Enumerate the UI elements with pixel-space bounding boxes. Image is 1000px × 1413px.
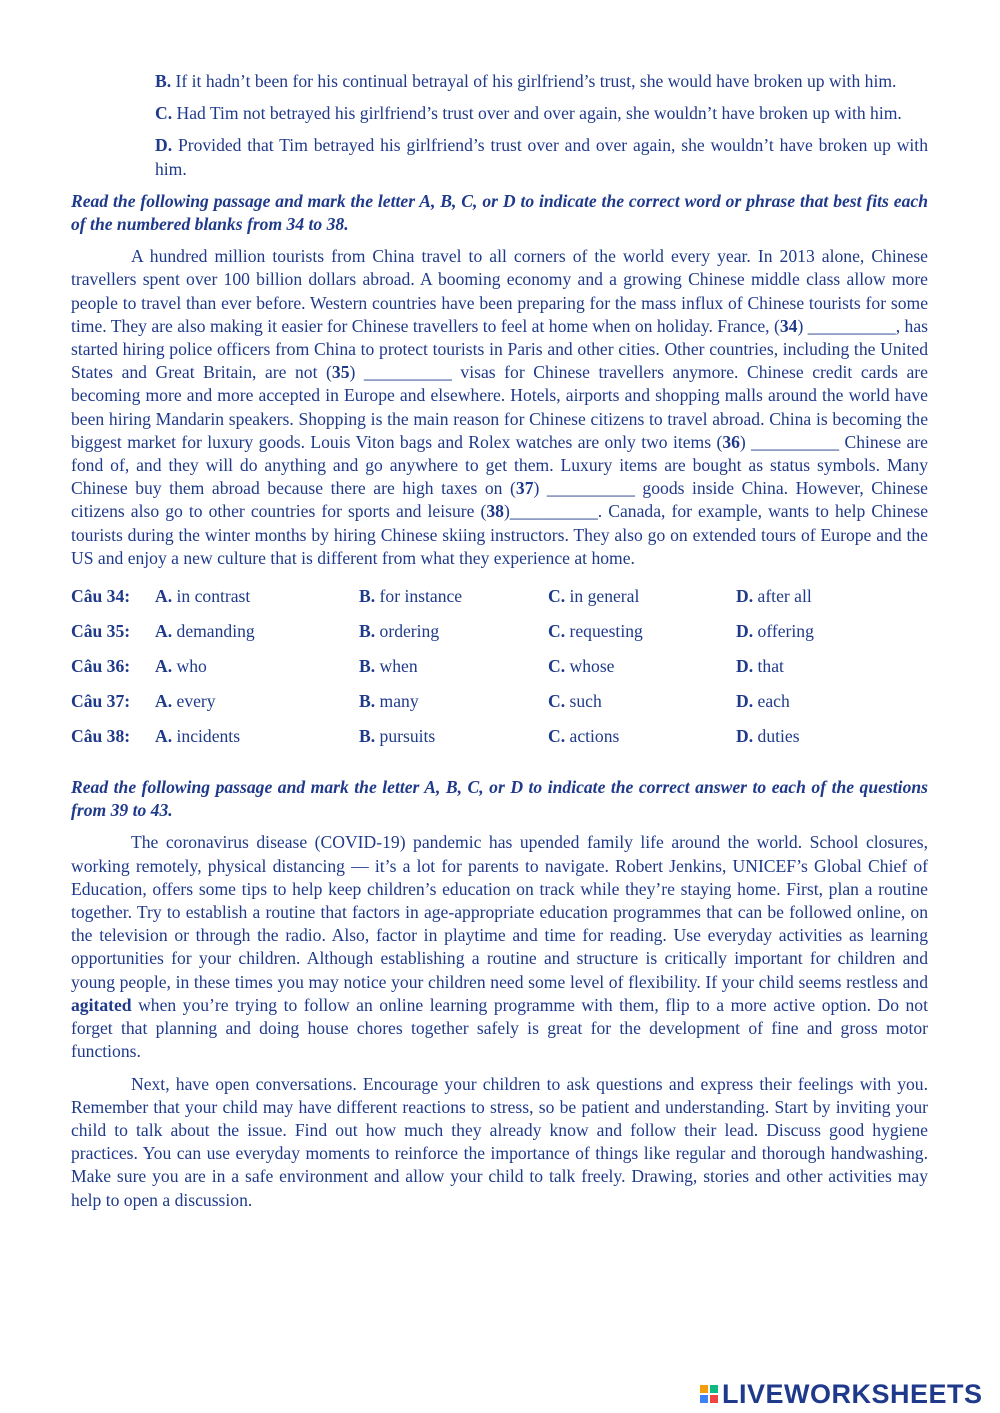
option-letter: D.: [736, 586, 754, 607]
answer-option-b[interactable]: [359, 684, 548, 719]
option-text: when: [379, 656, 418, 677]
option-letter: C.: [548, 656, 566, 677]
answer-option-b[interactable]: [359, 579, 548, 614]
question-label: Câu 34:: [71, 586, 131, 607]
logo-square: [700, 1395, 708, 1403]
option-text: If it hadn’t been for his continual betrayal of his girlfriend’s trust, she would have broken up with him.: [175, 71, 897, 91]
question-row: [71, 684, 926, 719]
blank-number-35: 35: [331, 362, 350, 383]
answer-option-d[interactable]: [736, 684, 926, 719]
answer-option-c[interactable]: [548, 579, 736, 614]
option-text: who: [176, 656, 207, 677]
option-text: whose: [569, 656, 615, 677]
option-letter: D.: [736, 656, 754, 677]
option-text: demanding: [176, 621, 255, 642]
answer-option-d[interactable]: [736, 649, 926, 684]
cloze-passage: [71, 245, 928, 570]
answer-option-b[interactable]: [359, 719, 548, 754]
paragraph-text: The coronavirus disease (COVID-19) pandemic has upended family life around the world. School closures, working remotely, physical distancing — it’s a lot for parents to navigate. Robert Jenkins, UNICEF’s Global Chief of Education, offers some tips to help keep children’s education on track while they’re staying home. First, plan a routine together. Try to establish a routine that factors in age-appropriate education programmes that can be followed online, on the television or through the radio. Also, factor in playtime and time for reading. Use everyday activities as learning opportunities for your children. Although establishing a routine and structure is critically important for children and young people, in these times you may notice your children need some level of flexibility. If your child seems restless and: [71, 832, 928, 992]
answer-option-c[interactable]: [548, 684, 736, 719]
answer-option-b[interactable]: [359, 649, 548, 684]
option-letter: B.: [359, 726, 376, 747]
answer-options-table: [71, 579, 926, 754]
prev-option-c: [155, 102, 928, 125]
option-text: pursuits: [379, 726, 436, 747]
question-label: Câu 36:: [71, 656, 131, 677]
worksheet-page: [71, 70, 928, 1212]
option-letter: D.: [155, 135, 173, 156]
option-letter: B.: [359, 691, 376, 712]
passage-text: ) __________ visas for Chinese travellers anymore. Chinese credit cards are becoming more and more accepted in Europe and elsewhere. Hotels, airports and shopping malls around the world have been hiring Mandarin speakers. Shopping is the main reason for Chinese citizens to travel abroad. China is becoming the biggest market for luxury goods. Louis Viton bags and Rolex watches are only two items (: [71, 362, 928, 452]
logo-square: [710, 1395, 718, 1403]
blank-number-38: 38: [486, 501, 504, 522]
question-row: [71, 614, 926, 649]
option-text: actions: [569, 726, 620, 747]
option-text: in general: [569, 586, 640, 607]
answer-option-d[interactable]: [736, 719, 926, 754]
answer-option-c[interactable]: [548, 719, 736, 754]
highlighted-word-agitated: agitated: [71, 994, 132, 1015]
option-letter: A.: [155, 691, 173, 712]
option-text: offering: [757, 621, 814, 642]
brand-name: LIVEWORKSHEETS: [722, 1378, 983, 1409]
question-row: [71, 719, 926, 754]
option-letter: D.: [736, 726, 754, 747]
reading-paragraph-2: Next, have open conversations. Encourage your children to ask questions and express their feelings with you. Remember that your child may have different reactions to stress, so be patient and understanding. Start by inviting your child to talk about the issue. Find out how much they already know and follow their lead. Discuss good hygiene practices. You can use everyday moments to reinforce the importance of things like regular and thorough handwashing. Make sure you are in a safe environment and allow your child to talk freely. Drawing, stories and other activities may help to open a discussion.: [71, 1073, 928, 1210]
blank-number-37: 37: [515, 478, 534, 499]
answer-option-a[interactable]: [155, 579, 359, 614]
question-row: [71, 579, 926, 614]
blank-number-34: 34: [779, 315, 798, 336]
option-letter: C.: [548, 586, 566, 607]
option-text: after all: [757, 586, 812, 607]
option-letter: B.: [155, 71, 172, 91]
option-letter: C.: [548, 691, 566, 712]
option-text: for instance: [379, 586, 463, 607]
passage-text: ) __________ goods inside China. However, Chinese citizens also go to other countries for sports and leisure (: [71, 478, 928, 522]
option-letter: C.: [548, 726, 566, 747]
option-text: many: [379, 691, 419, 712]
answer-option-a[interactable]: [155, 719, 359, 754]
answer-option-d[interactable]: [736, 579, 926, 614]
passage-text: A hundred million tourists from China travel to all corners of the world every year. In 2013 alone, Chinese travellers spent over 100 billion dollars abroad. A booming economy and a growing Chinese middle class allow more people to travel than ever before. Western countries have been preparing for the mass influx of Chinese tourists for some time. They are also making it easier for Chinese travellers to feel at home when on holiday. France, (: [71, 246, 928, 336]
question-label: Câu 35:: [71, 621, 131, 642]
option-text: every: [176, 691, 216, 712]
paragraph-text: when you’re trying to follow an online learning programme with them, flip to a more active option. Do not forget that planning and doing house chores together safely is great for the development of fine and gross motor functions.: [71, 994, 928, 1062]
answer-option-c[interactable]: [548, 614, 736, 649]
option-text: such: [569, 691, 602, 712]
passage-text: ) __________ Chinese are fond of, and they will do anything and go anywhere to get them. Luxury items are bought as status symbols. Many Chinese buy them abroad because there are high taxes on (: [71, 431, 928, 499]
passage-text: )__________. Canada, for example, wants to help Chinese tourists during the winter months by hiring Chinese skiing instructors. They also go on extended tours of Europe and the US and enjoy a new culture that is different from what they experience at home.: [71, 501, 928, 568]
answer-option-a[interactable]: [155, 649, 359, 684]
option-letter: A.: [155, 726, 173, 747]
option-letter: C.: [548, 621, 566, 642]
option-letter: D.: [736, 691, 754, 712]
prev-option-b: [155, 70, 928, 93]
answer-option-a[interactable]: [155, 684, 359, 719]
option-letter: B.: [359, 621, 376, 642]
option-text: each: [757, 691, 790, 712]
prev-option-d: [155, 134, 928, 180]
section2-instruction: Read the following passage and mark the letter A, B, C, or D to indicate the correct answer to each of the questions from 39 to 43.: [71, 777, 928, 821]
section1-instruction: Read the following passage and mark the letter A, B, C, or D to indicate the correct word or phrase that best fits each of the numbered blanks from 34 to 38.: [71, 190, 928, 235]
option-text: requesting: [569, 621, 643, 642]
option-text: in contrast: [176, 586, 251, 607]
logo-square: [700, 1385, 708, 1393]
blank-number-36: 36: [722, 431, 740, 452]
passage-text: ) __________, has started hiring police officers from China to protect tourists in Paris and other cities. Other countries, including the United States and Great Britain, are not (: [71, 315, 928, 383]
liveworksheets-footer: [700, 1378, 996, 1410]
question-label: Câu 37:: [71, 691, 131, 712]
answer-option-d[interactable]: [736, 614, 926, 649]
option-text: Provided that Tim betrayed his girlfriend’s trust over and over again, she wouldn’t have broken up with him.: [155, 135, 928, 179]
question-row: [71, 649, 926, 684]
option-letter: A.: [155, 586, 173, 607]
logo-square: [710, 1385, 718, 1393]
option-text: Had Tim not betrayed his girlfriend’s trust over and over again, she wouldn’t have broken up with him.: [176, 103, 902, 124]
answer-option-c[interactable]: [548, 649, 736, 684]
option-letter: C.: [155, 103, 173, 124]
option-text: duties: [757, 726, 800, 747]
reading-paragraph-1: [71, 831, 928, 1063]
answer-option-b[interactable]: [359, 614, 548, 649]
option-letter: B.: [359, 656, 376, 677]
option-letter: B.: [359, 586, 376, 607]
option-text: incidents: [176, 726, 241, 747]
question-label: Câu 38:: [71, 726, 131, 747]
option-letter: D.: [736, 621, 754, 642]
option-letter: A.: [155, 656, 173, 677]
option-text: that: [757, 656, 784, 677]
option-text: ordering: [379, 621, 440, 642]
option-letter: A.: [155, 621, 173, 642]
liveworksheets-logo-icon: [700, 1385, 718, 1403]
answer-option-a[interactable]: [155, 614, 359, 649]
